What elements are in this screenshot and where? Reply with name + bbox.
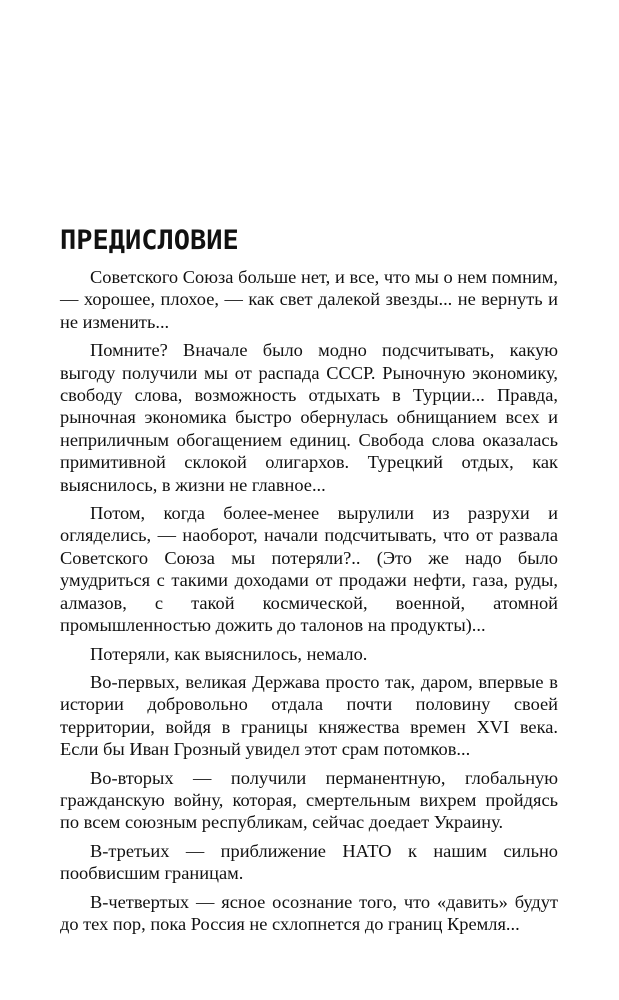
paragraph: Во-первых, великая Держава просто так, даром, впервые в истории добровольно отдала почти половину своей территории, войдя в границы княжества времен XVI века. Если бы Иван Грозный увидел этот срам потомков... xyxy=(60,671,558,760)
paragraph: Помните? Вначале было модно подсчитывать, какую выгоду получили мы от распада СССР. Рыночную экономику, свободу слова, возможность отдыхать в Турции... Правда, рыночная экономика быстро обернулась обнищанием всех и неприличным обогащением единиц. Свобода слова оказалась примитивной склокой олигархов. Турецкий отдых, как выяснилось, в жизни не главное... xyxy=(60,340,558,495)
paragraph: В-третьих — приближение НАТО к нашим сильно пообвисшим границам. xyxy=(60,840,558,884)
paragraph: В-четвертых — ясное осознание того, что «давить» будут до тех пор, пока Россия не схлопнется до границ Кремля... xyxy=(60,891,558,934)
chapter-title: ПРЕДИСЛОВИЕ xyxy=(60,225,239,256)
paragraph: Во-вторых — получили перманентную, глобальную гражданскую войну, которая, смертельным вихрем пройдясь по всем союзным республикам, сейчас доедает Украину. xyxy=(60,767,558,833)
chapter-body xyxy=(60,266,558,941)
paragraph: Потеряли, как выяснилось, немало. xyxy=(90,643,368,664)
paragraph: Советского Союза больше нет, и все, что мы о нем помним, — хорошее, плохое, — как свет далекой звезды... не вернуть и не изменить... xyxy=(60,267,558,332)
paragraph: Потом, когда более-менее вырулили из разрухи и огляделись, — наоборот, начали подсчитывать, что от развала Советского Союза мы потеряли?.. (Это же надо было умудриться с такими доходами от продажи нефти, газа, руды, алмазов, с такой космической, военной, атомной промышленностью дожить до талонов на продукты)... xyxy=(60,503,558,636)
